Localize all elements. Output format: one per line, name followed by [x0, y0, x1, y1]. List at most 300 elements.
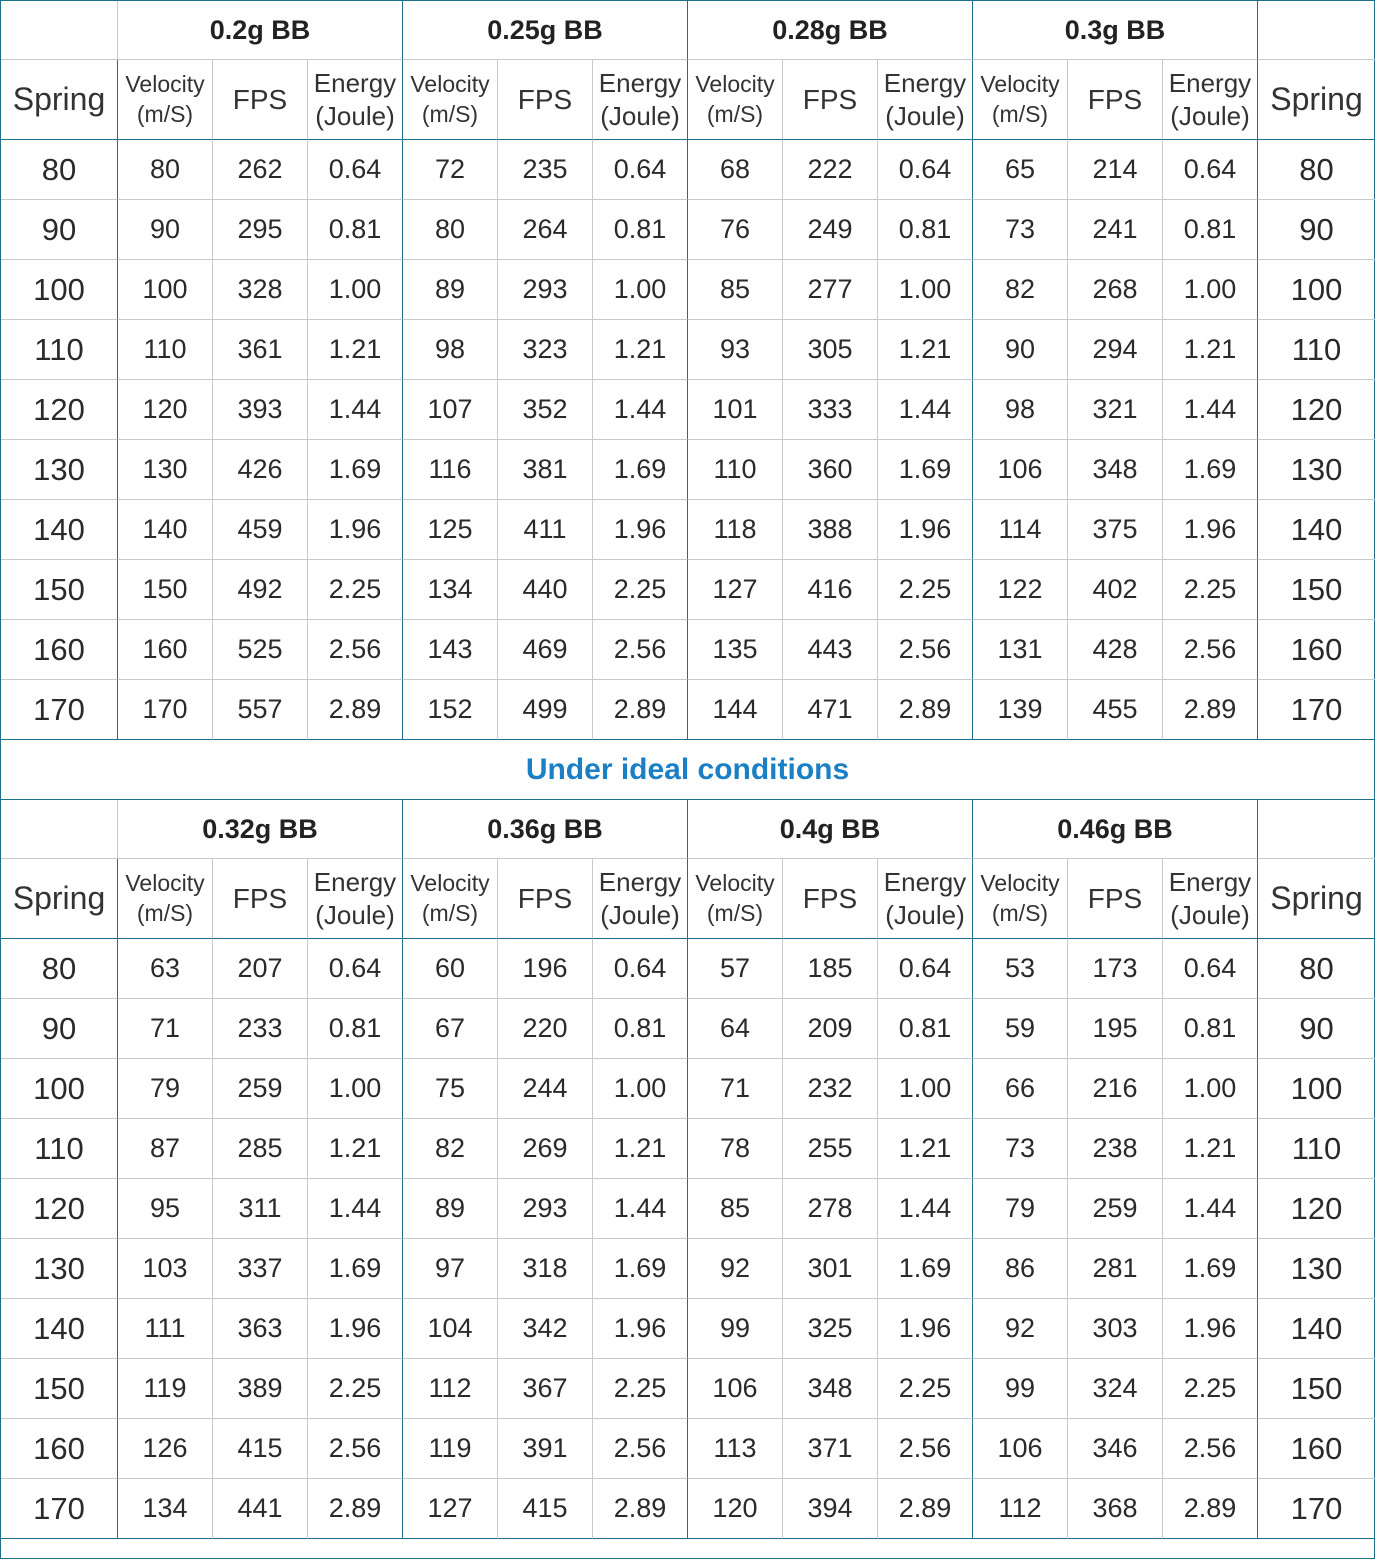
energy-value: 1.44: [1163, 380, 1258, 440]
fps-header: FPS: [498, 859, 593, 939]
velocity-value: 106: [973, 1419, 1068, 1479]
spring-header: Spring: [1258, 60, 1375, 140]
energy-value: 0.64: [878, 140, 973, 200]
energy-value: 1.00: [593, 260, 688, 320]
velocity-value: 150: [118, 560, 213, 620]
fps-value: 393: [213, 380, 308, 440]
fps-value: 196: [498, 939, 593, 999]
fps-value: 232: [783, 1059, 878, 1119]
energy-value: 1.21: [878, 1119, 973, 1179]
fps-value: 324: [1068, 1359, 1163, 1419]
spring-value: 120: [1258, 380, 1375, 440]
velocity-value: 119: [118, 1359, 213, 1419]
fps-header: FPS: [783, 60, 878, 140]
energy-value: 1.69: [1163, 1239, 1258, 1299]
fps-value: 268: [1068, 260, 1163, 320]
energy-value: 1.00: [308, 260, 403, 320]
velocity-value: 119: [403, 1419, 498, 1479]
velocity-value: 71: [688, 1059, 783, 1119]
fps-value: 293: [498, 1179, 593, 1239]
fps-value: 323: [498, 320, 593, 380]
spring-value: 170: [1, 1479, 118, 1539]
energy-value: 1.44: [308, 1179, 403, 1239]
velocity-value: 98: [403, 320, 498, 380]
energy-value: 2.89: [1163, 1479, 1258, 1539]
velocity-value: 99: [973, 1359, 1068, 1419]
energy-value: 2.89: [308, 1479, 403, 1539]
velocity-value: 101: [688, 380, 783, 440]
corner-cell: [1, 1, 118, 60]
fps-value: 233: [213, 999, 308, 1059]
velocity-value: 152: [403, 680, 498, 740]
spring-value: 100: [1258, 1059, 1375, 1119]
velocity-value: 66: [973, 1059, 1068, 1119]
energy-value: 1.00: [308, 1059, 403, 1119]
energy-value: 0.81: [593, 999, 688, 1059]
velocity-header: Velocity (m/S): [973, 60, 1068, 140]
spring-value: 110: [1258, 1119, 1375, 1179]
spring-value: 80: [1, 939, 118, 999]
fps-value: 259: [1068, 1179, 1163, 1239]
fps-value: 333: [783, 380, 878, 440]
spring-value: 110: [1, 320, 118, 380]
velocity-value: 82: [973, 260, 1068, 320]
spring-value: 110: [1258, 320, 1375, 380]
spring-value: 100: [1, 1059, 118, 1119]
energy-value: 2.56: [593, 620, 688, 680]
spring-value: 90: [1258, 999, 1375, 1059]
fps-value: 293: [498, 260, 593, 320]
spring-value: 170: [1258, 1479, 1375, 1539]
energy-value: 1.44: [878, 1179, 973, 1239]
energy-value: 0.81: [1163, 200, 1258, 260]
spring-value: 160: [1258, 620, 1375, 680]
velocity-value: 90: [973, 320, 1068, 380]
velocity-value: 120: [118, 380, 213, 440]
fps-value: 415: [213, 1419, 308, 1479]
velocity-value: 135: [688, 620, 783, 680]
spring-value: 130: [1, 440, 118, 500]
energy-value: 0.81: [878, 200, 973, 260]
velocity-value: 118: [688, 500, 783, 560]
velocity-header: Velocity (m/S): [403, 859, 498, 939]
fps-value: 277: [783, 260, 878, 320]
energy-value: 0.64: [593, 939, 688, 999]
velocity-value: 122: [973, 560, 1068, 620]
velocity-header: Velocity (m/S): [688, 60, 783, 140]
energy-value: 1.96: [1163, 1299, 1258, 1359]
spring-value: 90: [1258, 200, 1375, 260]
fps-value: 295: [213, 200, 308, 260]
fps-value: 371: [783, 1419, 878, 1479]
fps-value: 301: [783, 1239, 878, 1299]
velocity-value: 89: [403, 1179, 498, 1239]
energy-value: 1.69: [308, 440, 403, 500]
fps-value: 375: [1068, 500, 1163, 560]
velocity-value: 71: [118, 999, 213, 1059]
spring-value: 160: [1258, 1419, 1375, 1479]
velocity-value: 68: [688, 140, 783, 200]
fps-value: 285: [213, 1119, 308, 1179]
fps-value: 391: [498, 1419, 593, 1479]
energy-value: 2.56: [308, 1419, 403, 1479]
energy-value: 2.56: [878, 620, 973, 680]
fps-value: 337: [213, 1239, 308, 1299]
spring-value: 150: [1258, 1359, 1375, 1419]
velocity-value: 73: [973, 1119, 1068, 1179]
velocity-value: 95: [118, 1179, 213, 1239]
fps-value: 249: [783, 200, 878, 260]
fps-value: 525: [213, 620, 308, 680]
fps-value: 346: [1068, 1419, 1163, 1479]
fps-header: FPS: [1068, 60, 1163, 140]
energy-value: 0.81: [878, 999, 973, 1059]
energy-value: 0.81: [308, 200, 403, 260]
fps-value: 318: [498, 1239, 593, 1299]
energy-value: 1.96: [308, 1299, 403, 1359]
velocity-value: 85: [688, 260, 783, 320]
velocity-value: 100: [118, 260, 213, 320]
velocity-value: 127: [403, 1479, 498, 1539]
spring-value: 170: [1258, 680, 1375, 740]
energy-value: 0.64: [1163, 140, 1258, 200]
velocity-value: 113: [688, 1419, 783, 1479]
energy-value: 1.21: [1163, 320, 1258, 380]
energy-value: 2.25: [1163, 560, 1258, 620]
energy-value: 1.00: [1163, 260, 1258, 320]
energy-value: 1.21: [1163, 1119, 1258, 1179]
fps-header: FPS: [783, 859, 878, 939]
velocity-header: Velocity (m/S): [403, 60, 498, 140]
fps-value: 241: [1068, 200, 1163, 260]
velocity-value: 139: [973, 680, 1068, 740]
energy-value: 1.00: [878, 1059, 973, 1119]
energy-value: 1.44: [593, 380, 688, 440]
spring-value: 150: [1, 1359, 118, 1419]
spring-header: Spring: [1, 60, 118, 140]
fps-value: 416: [783, 560, 878, 620]
velocity-value: 86: [973, 1239, 1068, 1299]
energy-value: 1.21: [593, 1119, 688, 1179]
energy-value: 0.81: [308, 999, 403, 1059]
fps-value: 321: [1068, 380, 1163, 440]
energy-value: 1.44: [593, 1179, 688, 1239]
velocity-value: 130: [118, 440, 213, 500]
energy-value: 0.64: [593, 140, 688, 200]
spring-value: 90: [1, 200, 118, 260]
energy-value: 2.89: [878, 680, 973, 740]
energy-value: 1.00: [878, 260, 973, 320]
energy-value: 2.89: [878, 1479, 973, 1539]
spring-value: 130: [1, 1239, 118, 1299]
velocity-value: 134: [403, 560, 498, 620]
energy-value: 2.56: [878, 1419, 973, 1479]
fps-value: 441: [213, 1479, 308, 1539]
fps-value: 557: [213, 680, 308, 740]
velocity-value: 104: [403, 1299, 498, 1359]
velocity-value: 72: [403, 140, 498, 200]
energy-header: Energy (Joule): [878, 60, 973, 140]
energy-value: 0.64: [1163, 939, 1258, 999]
velocity-value: 92: [973, 1299, 1068, 1359]
fps-value: 352: [498, 380, 593, 440]
velocity-value: 127: [688, 560, 783, 620]
energy-value: 1.21: [878, 320, 973, 380]
energy-value: 0.64: [878, 939, 973, 999]
velocity-header: Velocity (m/S): [118, 859, 213, 939]
fps-value: 311: [213, 1179, 308, 1239]
velocity-value: 106: [973, 440, 1068, 500]
velocity-value: 73: [973, 200, 1068, 260]
energy-header: Energy (Joule): [1163, 859, 1258, 939]
velocity-value: 112: [403, 1359, 498, 1419]
velocity-value: 126: [118, 1419, 213, 1479]
velocity-value: 98: [973, 380, 1068, 440]
fps-value: 173: [1068, 939, 1163, 999]
velocity-value: 144: [688, 680, 783, 740]
energy-value: 1.21: [593, 320, 688, 380]
velocity-value: 60: [403, 939, 498, 999]
velocity-value: 140: [118, 500, 213, 560]
velocity-value: 92: [688, 1239, 783, 1299]
velocity-value: 80: [118, 140, 213, 200]
fps-value: 440: [498, 560, 593, 620]
fps-value: 415: [498, 1479, 593, 1539]
velocity-value: 111: [118, 1299, 213, 1359]
velocity-value: 110: [688, 440, 783, 500]
fps-value: 426: [213, 440, 308, 500]
bb-weight-header: 0.2g BB: [118, 1, 403, 60]
spring-value: 110: [1, 1119, 118, 1179]
fps-value: 278: [783, 1179, 878, 1239]
fps-value: 325: [783, 1299, 878, 1359]
velocity-value: 89: [403, 260, 498, 320]
velocity-value: 85: [688, 1179, 783, 1239]
table-grid: [1, 1, 1374, 740]
energy-value: 1.00: [1163, 1059, 1258, 1119]
energy-value: 0.81: [1163, 999, 1258, 1059]
spring-value: 90: [1, 999, 118, 1059]
velocity-value: 76: [688, 200, 783, 260]
velocity-value: 79: [118, 1059, 213, 1119]
velocity-value: 112: [973, 1479, 1068, 1539]
velocity-value: 143: [403, 620, 498, 680]
fps-value: 259: [213, 1059, 308, 1119]
energy-header: Energy (Joule): [308, 60, 403, 140]
fps-value: 411: [498, 500, 593, 560]
energy-header: Energy (Joule): [878, 859, 973, 939]
corner-cell: [1, 800, 118, 859]
fps-value: 216: [1068, 1059, 1163, 1119]
energy-value: 1.44: [308, 380, 403, 440]
fps-value: 222: [783, 140, 878, 200]
fps-value: 235: [498, 140, 593, 200]
fps-value: 214: [1068, 140, 1163, 200]
energy-value: 1.96: [593, 500, 688, 560]
energy-value: 1.21: [308, 320, 403, 380]
spring-value: 160: [1, 620, 118, 680]
velocity-value: 114: [973, 500, 1068, 560]
spring-value: 80: [1258, 939, 1375, 999]
spring-value: 80: [1, 140, 118, 200]
fps-value: 264: [498, 200, 593, 260]
fps-value: 255: [783, 1119, 878, 1179]
fps-value: 348: [783, 1359, 878, 1419]
energy-value: 1.44: [878, 380, 973, 440]
fps-value: 389: [213, 1359, 308, 1419]
fps-value: 394: [783, 1479, 878, 1539]
velocity-value: 87: [118, 1119, 213, 1179]
fps-header: FPS: [498, 60, 593, 140]
corner-cell: [1258, 800, 1375, 859]
energy-value: 1.69: [878, 1239, 973, 1299]
velocity-value: 170: [118, 680, 213, 740]
energy-value: 0.64: [308, 939, 403, 999]
velocity-value: 64: [688, 999, 783, 1059]
fps-value: 361: [213, 320, 308, 380]
fps-value: 342: [498, 1299, 593, 1359]
velocity-value: 99: [688, 1299, 783, 1359]
fps-value: 238: [1068, 1119, 1163, 1179]
table-section-lower: [1, 800, 1374, 1539]
energy-value: 1.69: [308, 1239, 403, 1299]
spring-value: 130: [1258, 1239, 1375, 1299]
velocity-value: 120: [688, 1479, 783, 1539]
energy-value: 1.96: [878, 1299, 973, 1359]
velocity-value: 97: [403, 1239, 498, 1299]
bb-weight-header: 0.4g BB: [688, 800, 973, 859]
velocity-value: 53: [973, 939, 1068, 999]
fps-value: 244: [498, 1059, 593, 1119]
fps-value: 388: [783, 500, 878, 560]
energy-header: Energy (Joule): [308, 859, 403, 939]
spring-value: 120: [1, 1179, 118, 1239]
fps-value: 363: [213, 1299, 308, 1359]
energy-value: 1.00: [593, 1059, 688, 1119]
fps-value: 469: [498, 620, 593, 680]
velocity-value: 125: [403, 500, 498, 560]
energy-value: 1.69: [878, 440, 973, 500]
energy-value: 1.21: [308, 1119, 403, 1179]
fps-value: 428: [1068, 620, 1163, 680]
fps-value: 195: [1068, 999, 1163, 1059]
fps-value: 348: [1068, 440, 1163, 500]
fps-value: 492: [213, 560, 308, 620]
spring-value: 160: [1, 1419, 118, 1479]
spring-value: 150: [1, 560, 118, 620]
velocity-value: 63: [118, 939, 213, 999]
conditions-banner: Under ideal conditions: [1, 740, 1374, 800]
table-grid: [1, 800, 1374, 1539]
corner-cell: [1258, 1, 1375, 60]
fps-value: 471: [783, 680, 878, 740]
table-section-upper: [1, 1, 1374, 740]
energy-value: 2.25: [308, 560, 403, 620]
fps-value: 328: [213, 260, 308, 320]
velocity-value: 75: [403, 1059, 498, 1119]
energy-value: 2.25: [878, 560, 973, 620]
spring-value: 150: [1258, 560, 1375, 620]
fps-value: 499: [498, 680, 593, 740]
energy-value: 1.69: [1163, 440, 1258, 500]
fps-value: 269: [498, 1119, 593, 1179]
velocity-value: 90: [118, 200, 213, 260]
spring-value: 130: [1258, 440, 1375, 500]
spring-value: 80: [1258, 140, 1375, 200]
fps-value: 459: [213, 500, 308, 560]
velocity-value: 134: [118, 1479, 213, 1539]
velocity-value: 67: [403, 999, 498, 1059]
fps-value: 367: [498, 1359, 593, 1419]
fps-value: 455: [1068, 680, 1163, 740]
velocity-header: Velocity (m/S): [973, 859, 1068, 939]
fps-value: 262: [213, 140, 308, 200]
velocity-value: 131: [973, 620, 1068, 680]
fps-value: 360: [783, 440, 878, 500]
spring-value: 100: [1, 260, 118, 320]
spring-value: 140: [1258, 1299, 1375, 1359]
velocity-value: 107: [403, 380, 498, 440]
spring-value: 100: [1258, 260, 1375, 320]
energy-value: 2.56: [593, 1419, 688, 1479]
velocity-value: 93: [688, 320, 783, 380]
energy-value: 2.89: [593, 680, 688, 740]
fps-header: FPS: [213, 60, 308, 140]
bb-weight-header: 0.46g BB: [973, 800, 1258, 859]
energy-value: 1.96: [593, 1299, 688, 1359]
bb-weight-header: 0.28g BB: [688, 1, 973, 60]
velocity-value: 78: [688, 1119, 783, 1179]
velocity-value: 79: [973, 1179, 1068, 1239]
spring-value: 140: [1, 500, 118, 560]
energy-value: 1.69: [593, 440, 688, 500]
energy-header: Energy (Joule): [593, 859, 688, 939]
velocity-value: 57: [688, 939, 783, 999]
velocity-value: 116: [403, 440, 498, 500]
energy-value: 1.69: [593, 1239, 688, 1299]
energy-value: 2.25: [1163, 1359, 1258, 1419]
spring-value: 120: [1, 380, 118, 440]
energy-value: 2.89: [1163, 680, 1258, 740]
fps-value: 381: [498, 440, 593, 500]
bb-weight-header: 0.3g BB: [973, 1, 1258, 60]
fps-header: FPS: [1068, 859, 1163, 939]
fps-value: 294: [1068, 320, 1163, 380]
velocity-value: 103: [118, 1239, 213, 1299]
spring-value: 120: [1258, 1179, 1375, 1239]
velocity-value: 110: [118, 320, 213, 380]
fps-value: 281: [1068, 1239, 1163, 1299]
energy-value: 0.81: [593, 200, 688, 260]
energy-value: 2.25: [308, 1359, 403, 1419]
spring-value: 140: [1258, 500, 1375, 560]
energy-value: 1.96: [308, 500, 403, 560]
energy-value: 2.89: [593, 1479, 688, 1539]
velocity-value: 59: [973, 999, 1068, 1059]
spring-value: 170: [1, 680, 118, 740]
fps-value: 303: [1068, 1299, 1163, 1359]
energy-value: 2.25: [593, 1359, 688, 1419]
energy-value: 0.64: [308, 140, 403, 200]
spring-header: Spring: [1, 859, 118, 939]
energy-value: 2.56: [1163, 620, 1258, 680]
fps-value: 443: [783, 620, 878, 680]
fps-header: FPS: [213, 859, 308, 939]
energy-value: 2.25: [878, 1359, 973, 1419]
velocity-value: 82: [403, 1119, 498, 1179]
velocity-value: 160: [118, 620, 213, 680]
energy-value: 1.96: [878, 500, 973, 560]
